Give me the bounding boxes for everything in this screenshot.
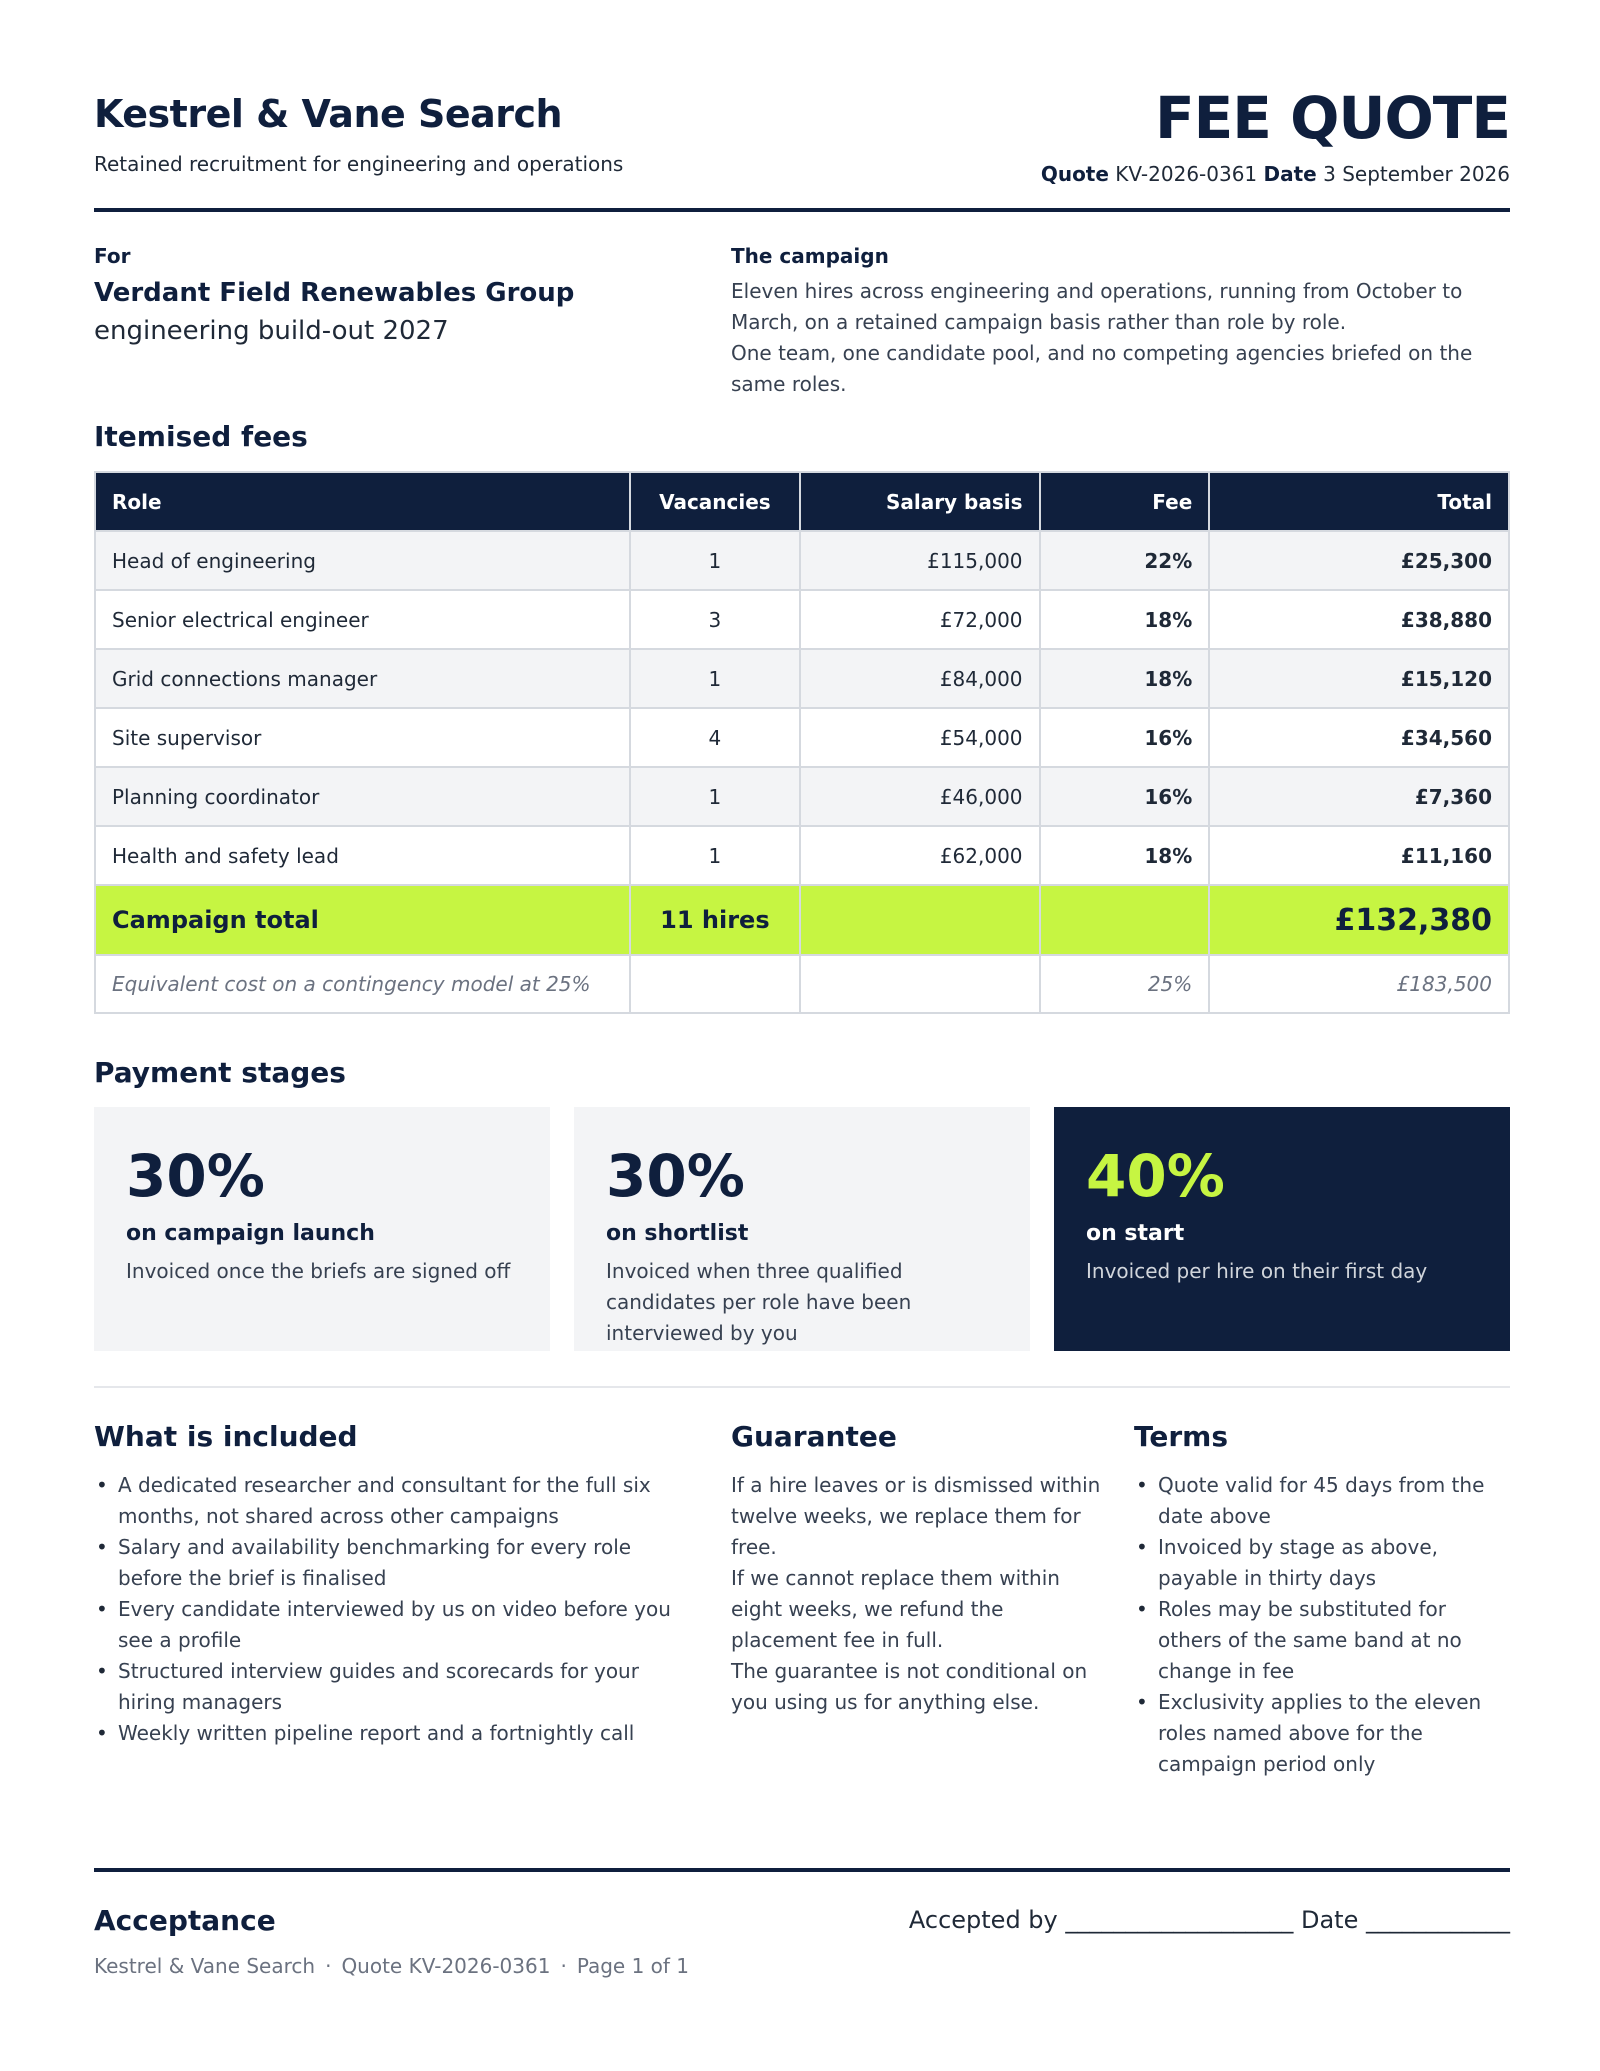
stage-description: Invoiced when three qualified candidates per role have been interviewed by you [606,1259,912,1345]
column-header-vacancies: Vacancies [630,472,800,531]
total-empty-fee [1040,885,1210,955]
column-header-salary: Salary basis [800,472,1040,531]
table-row [95,649,1509,708]
table-row [95,767,1509,826]
role-cell: Grid connections manager [95,649,630,708]
guarantee-line-1: If a hire leaves or is dismissed within twelve weeks, we replace them for free. [731,1473,1101,1559]
salary-cell: £54,000 [800,708,1040,767]
total-cell: £15,120 [1209,649,1509,708]
quote-meta [1041,162,1510,186]
campaign-total-amount: £132,380 [1209,885,1509,955]
contingency-comparison-row [95,955,1509,1013]
client-name: Verdant Field Renewables Group [94,278,575,308]
total-cell: £38,880 [1209,590,1509,649]
campaign-line-2: One team, one candidate pool, and no competing agencies briefed on the same roles. [731,341,1473,396]
stage-name: on shortlist [606,1221,749,1246]
guarantee-line-3: The guarantee is not conditional on you using us for anything else. [731,1659,1088,1714]
total-vacancies: 11 hires [630,885,800,955]
vacancies-cell: 4 [630,708,800,767]
campaign-label: The campaign [731,244,889,268]
list-item: • Roles may be substituted for others of the same band at no change in fee [1134,1594,1510,1687]
campaign-description [731,276,1491,400]
column-header-fee: Fee [1040,472,1210,531]
salary-cell: £115,000 [800,531,1040,590]
campaign-line-1: Eleven hires across engineering and operations, running from October to March, on a retained campaign basis rather than role by role. [731,279,1463,334]
payment-stage-card [94,1107,550,1351]
document-title: FEE QUOTE [1155,84,1510,152]
table-header-row [95,472,1509,531]
date-label: Date [1263,162,1317,186]
list-item: • Exclusivity applies to the eleven roles named above for the campaign period only [1134,1687,1510,1780]
contingency-total: £183,500 [1209,955,1509,1013]
role-cell: Planning coordinator [95,767,630,826]
acceptance-signature-line: Accepted by ___________________ Date ____________ [908,1906,1510,1934]
quote-number: KV-2026-0361 [1115,162,1258,186]
fees-table [94,471,1510,1014]
contingency-empty-salary [800,955,1040,1013]
salary-cell: £84,000 [800,649,1040,708]
total-cell: £11,160 [1209,826,1509,885]
list-item: • Every candidate interviewed by us on video before you see a profile [94,1594,694,1656]
fee-cell: 16% [1040,767,1210,826]
terms-list [1134,1470,1510,1780]
footer-quote: Quote KV-2026-0361 [341,1954,551,1978]
footer-company: Kestrel & Vane Search [94,1954,316,1978]
vacancies-cell: 1 [630,649,800,708]
list-item: • Weekly written pipeline report and a fortnightly call [94,1718,694,1749]
list-item: • Quote valid for 45 days from the date above [1134,1470,1510,1532]
total-cell: £34,560 [1209,708,1509,767]
vacancies-cell: 1 [630,531,800,590]
role-cell: Health and safety lead [95,826,630,885]
fee-cell: 22% [1040,531,1210,590]
client-project: engineering build-out 2027 [94,316,449,346]
table-row [95,826,1509,885]
guarantee-line-2: If we cannot replace them within eight weeks, we refund the placement fee in full. [731,1566,1060,1652]
table-row [95,708,1509,767]
stage-name: on campaign launch [126,1221,375,1246]
stage-percent: 30% [126,1142,265,1210]
header-divider [94,208,1510,212]
footer-separator: · [560,1954,567,1978]
contingency-label: Equivalent cost on a contingency model at 25% [95,955,630,1013]
fee-cell: 18% [1040,649,1210,708]
list-item: • Salary and availability benchmarking for every role before the brief is finalised [94,1532,694,1594]
column-header-role: Role [95,472,630,531]
salary-cell: £72,000 [800,590,1040,649]
page-footer [94,1954,689,1978]
terms-heading: Terms [1134,1420,1229,1453]
fee-cell: 16% [1040,708,1210,767]
list-item: • Invoiced by stage as above, payable in thirty days [1134,1532,1510,1594]
guarantee-heading: Guarantee [731,1420,897,1453]
total-cell: £7,360 [1209,767,1509,826]
payment-stage-card-final [1054,1107,1510,1351]
salary-cell: £62,000 [800,826,1040,885]
stage-percent: 40% [1086,1142,1225,1210]
stage-percent: 30% [606,1142,745,1210]
vacancies-cell: 1 [630,767,800,826]
stage-name: on start [1086,1221,1185,1246]
client-label: For [94,244,131,268]
total-cell: £25,300 [1209,531,1509,590]
column-header-total: Total [1209,472,1509,531]
contingency-empty-vacancies [630,955,800,1013]
quote-label: Quote [1040,162,1109,186]
stage-description: Invoiced once the briefs are signed off [126,1259,511,1283]
footer-separator: · [325,1954,332,1978]
footer-divider [94,1868,1510,1872]
document-header [94,84,1510,208]
footer-page: Page 1 of 1 [576,1954,690,1978]
campaign-total-row [95,885,1509,955]
salary-cell: £46,000 [800,767,1040,826]
company-name: Kestrel & Vane Search [94,92,563,136]
acceptance-heading: Acceptance [94,1904,276,1937]
total-empty-salary [800,885,1040,955]
included-heading: What is included [94,1420,358,1453]
company-tagline: Retained recruitment for engineering and operations [94,152,624,176]
guarantee-text [731,1470,1111,1718]
table-row [95,531,1509,590]
vacancies-cell: 1 [630,826,800,885]
stage-description: Invoiced per hire on their first day [1086,1259,1428,1283]
table-row [95,590,1509,649]
total-label: Campaign total [95,885,630,955]
vacancies-cell: 3 [630,590,800,649]
contingency-fee: 25% [1040,955,1210,1013]
included-list [94,1470,694,1749]
list-item: • A dedicated researcher and consultant for the full six months, not shared across other campaigns [94,1470,694,1532]
section-divider [94,1386,1510,1388]
list-item: • Structured interview guides and scorecards for your hiring managers [94,1656,694,1718]
fees-heading: Itemised fees [94,420,308,453]
role-cell: Senior electrical engineer [95,590,630,649]
quote-date: 3 September 2026 [1323,162,1510,186]
fee-cell: 18% [1040,590,1210,649]
role-cell: Head of engineering [95,531,630,590]
role-cell: Site supervisor [95,708,630,767]
payment-stage-card [574,1107,1030,1351]
payment-heading: Payment stages [94,1056,346,1089]
fee-cell: 18% [1040,826,1210,885]
